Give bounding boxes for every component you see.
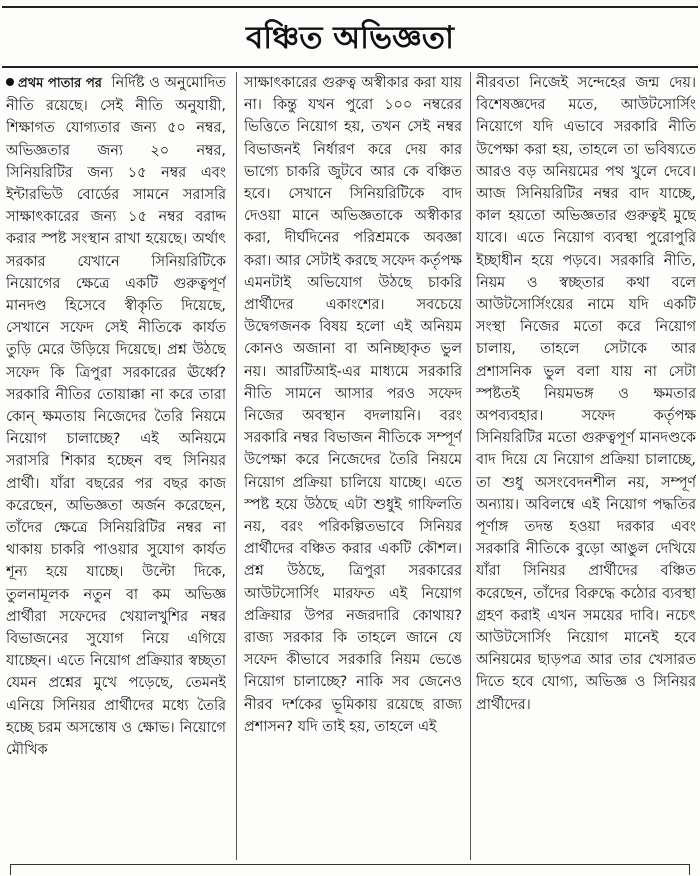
column-2-text: সাক্ষাৎকারের গুরুত্ব অস্বীকার করা যায় না। কিন্তু যখন পুরো ১০০ নম্বরের ভিত্তিতে নিয়োগ হয়, তখন সেই নম্বর বিভাজনই নির্ধারণ করে দেয় কার ভাগ্যে চাকরি জুটবে আর কে বঞ্চিত হবে। সেখানে সিনিয়রিটিকে বাদ দেওয়া মানে অভিজ্ঞতাকে অস্বীকার করা, দীর্ঘদিনের পরিশ্রমকে অবজ্ঞা করা। আর সেটাই করছে সফেদ কর্তৃপক্ষ এমনটাই অভিযোগ উঠছে চাকরি প্রার্থীদের একাংশের। সবচেয়ে উদ্বেগজনক বিষয় হলো এই অনিয়ম কোনও অজানা বা অনিচ্ছাকৃত ভুল নয়। আরটিআই-এর মাধ্যমে সরকারি নীতি সামনে আসার পরও সফেদ নিজের অবস্থান বদলায়নি। বরং সরকারি নম্বর বিভাজন নীতিকে সম্পূর্ণ উপেক্ষা করে নিজেদের তৈরি নিয়মে নিয়োগ প্রক্রিয়া চালিয়ে যাচ্ছে। এতে স্পষ্ট হয়ে উঠছে এটা শুধুই গাফিলতি নয়, বরং পরিকল্পিতভাবে সিনিয়র প্রার্থীদের বঞ্চিত করার একটি কৌশল। প্রশ্ন উঠছে, ত্রিপুরা সরকারের আউটসোর্সিং মারফত এই নিয়োগ প্রক্রিয়ার উপর নজরদারি কোথায়? রাজ্য সরকার কি তাহলে জানে যে সফেদ কীভাবে সরকারি নিয়ম ভেঙে নিয়োগ চালাচ্ছে? নাকি সব জেনেও নীরব দর্শকের ভূমিকায় রয়েছে রাজ্য প্রশাসন? যদি তাই হয়, তাহলে এই — [244, 75, 462, 735]
column-divider — [470, 72, 471, 860]
column-divider — [236, 72, 237, 860]
continuation-marker — [6, 76, 102, 91]
column-1-paragraph — [6, 72, 226, 761]
bottom-border — [10, 864, 690, 875]
column-3-text: নীরবতা নিজেই সন্দেহের জন্ম দেয়। বিশেষজ্ঞদের মতে, আউটসোর্সিং নিয়োগে যদি এভাবে সরকারি নীতি উপেক্ষা করা হয়, তাহলে তা ভবিষ্যতে আরও বড় অনিয়মের পথ খুলে দেবে। আজ সিনিয়রিটির নম্বর বাদ যাচ্ছে, কাল হয়তো অভিজ্ঞতার গুরুত্বই মুছে যাবে। এতে নিয়োগ ব্যবস্থা পুরোপুরি ইচ্ছাধীন হয়ে পড়বে। সরকারি নীতি, নিয়ম ও স্বচ্ছতার কথা বলে আউটসোর্সিংয়ের নামে যদি একটি সংস্থা নিজের মতো করে নিয়োগ চালায়, তাহলে সেটাকে আর প্রশাসনিক ভুল বলা যায় না সেটা স্পষ্টতই নিয়মভঙ্গ ও ক্ষমতার অপব্যবহার। সফেদ কর্তৃপক্ষ সিনিয়রিটির মতো গুরুত্বপূর্ণ মানদণ্ডকে বাদ দিয়ে যে নিয়োগ প্রক্রিয়া চালাচ্ছে, তা শুধু অসংবেদনশীল নয়, সম্পূর্ণ অন্যায়। অবিলম্বে এই নিয়োগ পদ্ধতির পূর্ণাঙ্গ তদন্ত হওয়া দরকার এবং সরকারি নীতিকে বুড়ো আঙুল দেখিয়ে যাঁরা সিনিয়র প্রার্থীদের বঞ্চিত করেছেন, তাঁদের বিরুদ্ধে কঠোর ব্যবস্থা গ্রহণ করাই এখন সময়ের দাবি। নচেৎ আউটসোর্সিং নিয়োগ মানেই হবে অনিয়মের ছাড়পত্র আর তার খেসারত দিতে হবে যোগ্য, অভিজ্ঞ ও সিনিয়র প্রার্থীদের। — [476, 75, 696, 713]
top-rule — [2, 6, 698, 8]
column-1-text: নির্দিষ্ট ও অনুমোদিত নীতি রয়েছে। সেই নীতি অনুযায়ী, শিক্ষাগত যোগ্যতার জন্য ৫০ নম্বর, অভিজ্ঞতার জন্য ২০ নম্বর, সিনিয়রিটির জন্য ১৫ নম্বর এবং ইন্টারভিউ বোর্ডের সামনে সরাসরি সাক্ষাৎকারের জন্য ১৫ নম্বর বরাদ্দ করার স্পষ্ট সংস্থান রাখা হয়েছে। অর্থাৎ সরকার যেখানে সিনিয়রিটিকে নিয়োগের ক্ষেত্রে একটি গুরুত্বপূর্ণ মানদণ্ড হিসেবে স্বীকৃতি দিয়েছে, সেখানে সফেদ সেই নীতিকে কার্যত তুড়ি মেরে উড়িয়ে দিয়েছে। প্রশ্ন উঠছে সফেদ কি ত্রিপুরা সরকারের ঊর্ধ্বে? সরকারি নীতির তোয়াক্কা না করে তারা কোন্‌ ক্ষমতায় নিজেদের তৈরি নিয়মে নিয়োগ চালাচ্ছে? এই অনিয়মে সরাসরি শিকার হচ্ছেন বহু সিনিয়র প্রার্থী। যাঁরা বছরের পর বছর কাজ করেছেন, অভিজ্ঞতা অর্জন করেছেন, তাঁদের ক্ষেত্রে সিনিয়রিটির নম্বর না থাকায় চাকরি পাওয়ার সুযোগ কার্যত শূন্য হয়ে যাচ্ছে। উল্টো দিকে, তুলনামূলক নতুন বা কম অভিজ্ঞ প্রার্থীরা সফেদের খেয়ালখুশির নম্বর বিভাজনের সুযোগ নিয়ে এগিয়ে যাচ্ছেন। এতে নিয়োগ প্রক্রিয়ার স্বচ্ছতা যেমন প্রশ্নের মুখে পড়েছে, তেমনই এনিয়ে সিনিয়র প্রার্থীদের মধ্যে তৈরি হচ্ছে চরম অসন্তোষ ও ক্ষোভ। নিয়োগে মৌখিক — [6, 75, 226, 759]
bullet-icon — [6, 78, 14, 86]
headline-rule — [2, 66, 698, 68]
headline: বঞ্চিত অভিজ্ঞতা — [246, 20, 454, 56]
continuation-marker-text: প্রথম পাতার পর — [18, 76, 102, 91]
article-column-3 — [476, 72, 696, 860]
article-column-1 — [6, 72, 226, 860]
article-column-2 — [244, 72, 462, 860]
